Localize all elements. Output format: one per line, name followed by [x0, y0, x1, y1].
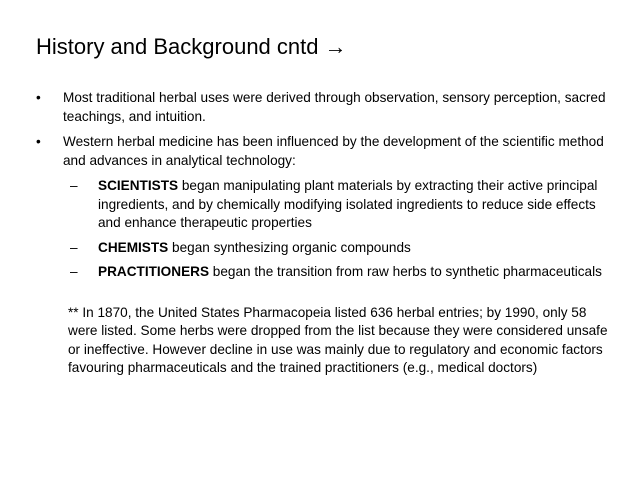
slide-body [36, 89, 616, 378]
bullet-marker: • [36, 90, 41, 105]
slide-title [36, 33, 347, 61]
sub-bullet-text: began manipulating plant materials by extracting their active principal ingredients, and by chemically modifying isolated ingredients to reduce side effects and enhance therapeutic properties [98, 178, 598, 230]
sub-bullet-term: SCIENTISTS [98, 178, 179, 193]
sub-bullet-text: began the transition from raw herbs to synthetic pharmaceuticals [209, 264, 602, 279]
sub-bullet-item [36, 239, 616, 258]
sub-bullet-term: CHEMISTS [98, 239, 169, 255]
sub-bullet-item [36, 177, 616, 233]
sub-bullet-term: PRACTITIONERS [98, 264, 210, 279]
dash-marker: – [70, 264, 78, 279]
bullet-marker: • [36, 134, 41, 149]
bullet-item [36, 89, 616, 126]
dash-marker: – [70, 239, 78, 255]
bullet-text: Western herbal medicine has been influenced by the development of the scientific method and advances in analytical technology: [63, 134, 604, 168]
bullet-item [36, 133, 616, 170]
sub-bullet-text: began synthesizing organic compounds [168, 239, 411, 255]
footnote-text: ** In 1870, the United States Pharmacopeia listed 636 herbal entries; by 1990, only 58 were listed. Some herbs were dropped from the list because they were considered unsafe or ineffective. However decline in use was mainly due to regulatory and economic factors favouring pharmaceuticals and the trained practitioners (e.g., medical doctors) [68, 304, 608, 375]
sub-bullet-item [36, 263, 616, 282]
slide-title-text: History and Background cntd [36, 34, 319, 59]
right-arrow-icon: → [324, 34, 347, 59]
bullet-text: Most traditional herbal uses were derived through observation, sensory perception, sacred teachings, and intuition. [63, 90, 606, 124]
dash-marker: – [70, 178, 78, 193]
